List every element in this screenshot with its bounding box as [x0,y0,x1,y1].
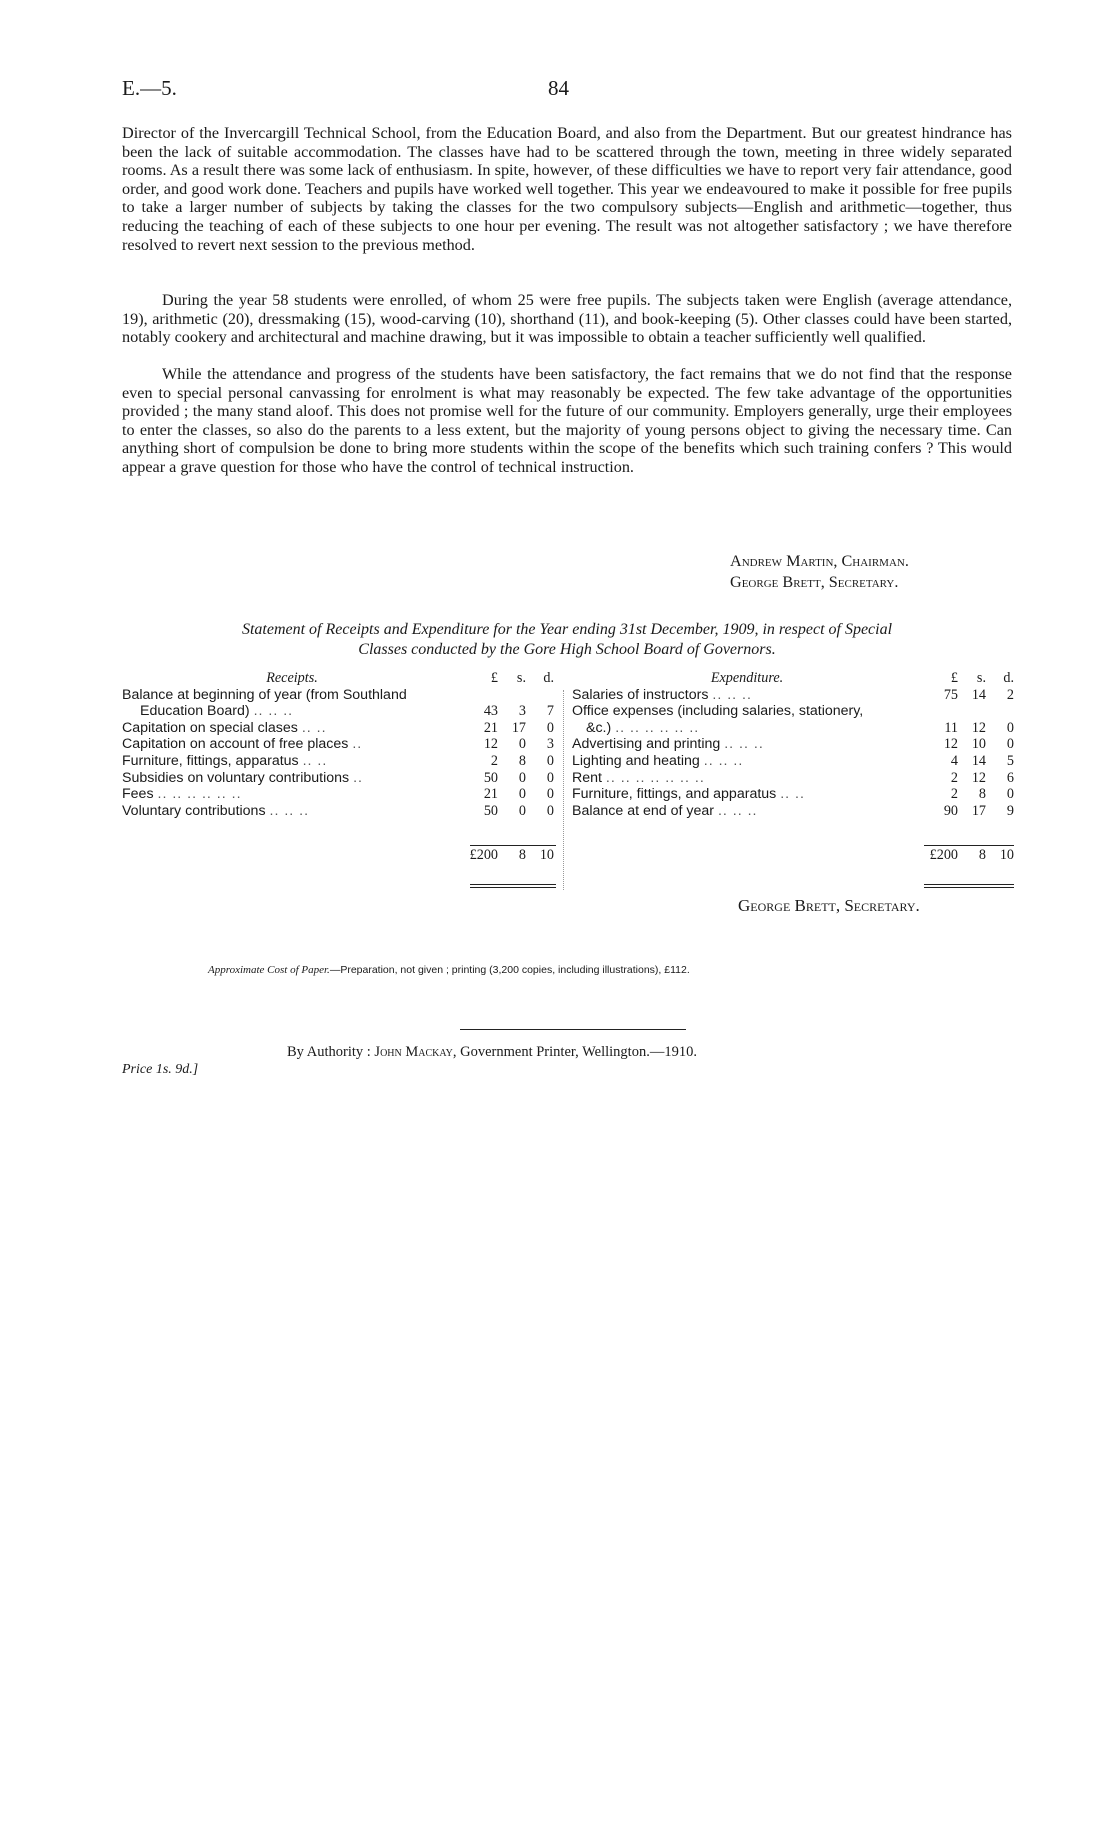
shillings-cell: 0 [518,786,526,803]
price-note: Price 1s. 9d.] [122,1062,199,1077]
row-label: Subsidies on voluntary contributions [122,769,350,786]
pence-cell: 7 [546,703,554,720]
shillings-cell: 17 [971,802,986,819]
pounds-cell: 43 [483,703,498,720]
receipts-total-row [122,847,554,864]
expenditure-subtotal-rule [924,845,1014,846]
pounds-cell: 75 [943,686,958,703]
table-row [572,703,1014,720]
pounds-cell: 12 [943,736,958,753]
table-row: Rent .. .. .. .. .. .. .. 2 12 6 [572,769,1014,786]
row-label: Capitation on account of free places [122,736,349,753]
printer-name: John Mackay, [374,1044,457,1060]
pounds-cell: 2 [950,769,958,786]
row-label: Furniture, fittings, and apparatus [572,786,777,803]
table-row: Voluntary contributions .. .. .. 50 0 0 [122,802,554,819]
receipts-header-row [122,670,554,687]
pence-cell: 2 [1006,686,1014,703]
pounds-cell [922,703,958,720]
pence-cell: 0 [1006,736,1014,753]
receipts-table [122,670,554,864]
pence-cell: 0 [1006,719,1014,736]
pounds-cell: 50 [483,802,498,819]
shillings-cell [498,687,526,704]
table-row: Education Board) .. .. .. 43 3 7 [140,703,554,720]
table-row: Furniture, fittings, apparatus .. .. 2 8 0 [122,752,554,769]
pounds-cell: 11 [944,719,958,736]
shillings-cell: 14 [971,752,986,769]
pence-cell: 0 [546,769,554,786]
pence-cell: 9 [1006,802,1014,819]
pounds-cell: 2 [950,786,958,803]
table-row: Subsidies on voluntary contributions .. 50 0 0 [122,769,554,786]
table-row: Fees .. .. .. .. .. .. 21 0 0 [122,786,554,803]
expenditure-heading: Expenditure. [710,670,784,686]
row-label: &c.) [586,719,612,736]
table-row: Furniture, fittings, and apparatus .. .. 2 8 0 [572,786,1014,803]
shillings-cell: 17 [511,719,526,736]
authority-line [287,1044,697,1061]
secretary-signature: George Brett, Secretary. [730,573,899,591]
expenditure-total-row [572,847,1014,864]
row-label: Education Board) [140,703,250,720]
pounds-cell [462,687,498,704]
pounds-cell: 21 [483,786,498,803]
row-label: Furniture, fittings, apparatus [122,752,299,769]
row-label: Advertising and printing [572,736,721,753]
row-label: Office expenses (including salaries, stationery, [572,703,864,720]
expenditure-total-rule-2 [924,887,1014,888]
pence-cell: 0 [546,719,554,736]
pounds-cell: 90 [943,802,958,819]
expenditure-table [572,670,1014,864]
table-row: Salaries of instructors .. .. .. 75 14 2 [572,686,1014,703]
pence-head: d. [1003,670,1014,686]
table-row: &c.) .. .. .. .. .. .. 11 12 0 [586,719,1014,736]
row-label: Voluntary contributions [122,802,266,819]
shillings-cell: 0 [518,736,526,753]
pence-cell: 0 [1006,786,1014,803]
expenditure-total-shillings: 8 [978,847,986,864]
statement-caption-line1: Statement of Receipts and Expenditure for the Year ending 31st December, 1909, in respect of Special [241,621,893,638]
table-row: Capitation on account of free places .. 12 0 3 [122,736,554,753]
shillings-cell: 0 [518,802,526,819]
pounds-head: £ [950,670,958,686]
table-row: Advertising and printing .. .. .. 12 10 0 [572,736,1014,753]
row-label: Fees [122,786,154,803]
authority-prefix: By Authority : [287,1044,371,1060]
expenditure-total-pence: 10 [999,847,1014,864]
row-label: Salaries of instructors [572,686,709,703]
shillings-cell: 10 [971,736,986,753]
receipts-subtotal-rule [470,845,556,846]
pence-cell: 0 [546,786,554,803]
shillings-head: s. [516,670,526,686]
table-row: Capitation on special clases .. .. 21 17 0 [122,719,554,736]
pence-cell: 6 [1006,769,1014,786]
pence-cell: 5 [1006,752,1014,769]
row-label: Capitation on special clases [122,719,298,736]
shillings-cell: 0 [518,769,526,786]
expenditure-total-pounds: £200 [929,847,958,864]
table-row: Balance at end of year .. .. .. 90 17 9 [572,802,1014,819]
paragraph-1: Director of the Invercargill Technical School, from the Education Board, and also from the Department. But our greatest hindrance has been the lack of suitable accommodation. The classes have had to be scattered through the town, meeting in three widely separated rooms. As a result there was some lack of enthusiasm. In spite, however, of these difficulties we have to report very fair attendance, good order, and good work done. Teachers and pupils have worked well together. This year we endeavoured to make it possible for free pupils to take a larger number of subjects by taking the classes for the two compulsory subjects—English and arithmetic—together, thus reducing the teaching of each of these subjects to one hour per evening. The result was not altogether satisfactory ; we have therefore resolved to revert next session to the previous method. [122,124,1012,254]
paragraph-3: While the attendance and progress of the students have been satisfactory, the fact remains that we do not find that the response even to special personal canvassing for enrolment is what may reasonably be expected. The few take advantage of the opportunities provided ; the many stand aloof. This does not promise well for the future of our community. Employers generally, urge their employees to enter the classes, so also do the parents to a less extent, but the majority of young persons object to giving the necessary time. Can anything short of compulsion be done to bring more students within the scope of the benefits which such training confers ? This would appear a grave question for those who have the control of technical instruction. [122,365,1012,476]
shillings-cell: 12 [971,769,986,786]
document-reference: E.—5. [122,76,177,100]
authority-rest: Government Printer, Wellington.—1910. [460,1044,697,1060]
expenditure-total-rule-1 [924,884,1014,885]
receipts-total-rule-2 [470,887,556,888]
cost-text: —Preparation, not given ; printing (3,200 copies, including illustrations), £112. [329,964,690,976]
shillings-cell: 8 [518,752,526,769]
pence-cell: 3 [546,736,554,753]
shillings-cell: 3 [518,703,526,720]
pounds-cell: 2 [490,752,498,769]
pounds-cell: 4 [950,752,958,769]
pence-cell: 0 [546,752,554,769]
shillings-cell: 12 [971,719,986,736]
chairman-signature: Andrew Martin, Chairman. [730,552,909,570]
pounds-cell: 21 [483,719,498,736]
shillings-cell [958,703,986,720]
row-label: Rent [572,769,602,786]
cost-of-paper-note [208,964,690,976]
paragraph-2: During the year 58 students were enrolled, of whom 25 were free pupils. The subjects taken were English (average attendance, 19), arithmetic (20), dressmaking (15), wood-carving (10), shorthand (11), and book-keeping (5). Other classes could have been started, notably cookery and architectural and machine drawing, but it was impossible to obtain a teacher sufficiently well qualified. [122,291,1012,347]
authority-rule [460,1029,686,1030]
shillings-cell: 14 [971,686,986,703]
page-number: 84 [548,76,569,100]
table-row: Lighting and heating .. .. .. 4 14 5 [572,752,1014,769]
pounds-head: £ [490,670,498,686]
expenditure-header-row [572,670,1014,687]
pence-cell [986,703,1014,720]
pence-cell: 0 [546,802,554,819]
statement-caption-line2: Classes conducted by the Gore High School Board of Governors. [358,641,776,658]
row-label: Balance at end of year [572,802,714,819]
statement-secretary-signature: George Brett, Secretary. [738,896,920,915]
cost-label: Approximate Cost of Paper. [208,964,330,976]
shillings-cell: 8 [978,786,986,803]
row-label: Balance at beginning of year (from Southland [122,686,407,703]
receipts-total-rule-1 [470,884,556,885]
column-divider [563,690,564,890]
receipts-heading: Receipts. [266,670,318,686]
pence-head: d. [543,670,554,686]
table-row [122,687,554,704]
receipts-total-pounds: £200 [469,847,498,864]
row-label: Lighting and heating [572,752,700,769]
receipts-total-pence: 10 [539,847,554,864]
receipts-total-shillings: 8 [518,847,526,864]
shillings-head: s. [976,670,986,686]
pounds-cell: 50 [483,769,498,786]
pence-cell [526,687,554,704]
pounds-cell: 12 [483,736,498,753]
